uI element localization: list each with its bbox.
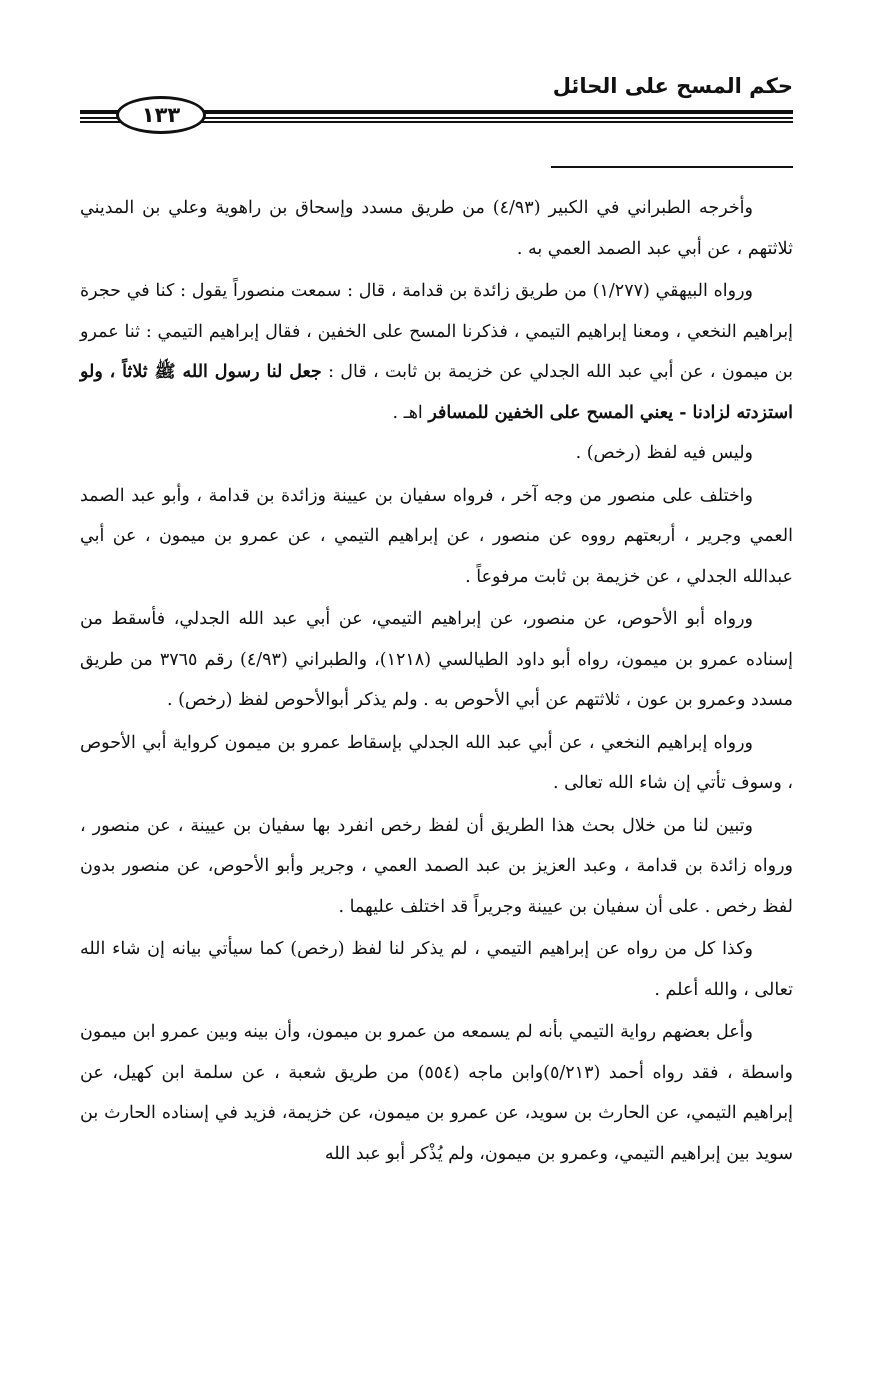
body-text: [80, 188, 793, 1174]
paragraph-3: وليس فيه لفظ (رخص) .: [575, 443, 753, 463]
header-rule: [80, 103, 793, 127]
paragraph-4: واختلف على منصور من وجه آخر ، فرواه سفيان بن عيينة وزائدة بن قدامة ، وأبو عبد الصمد العمي وجرير ، أربعتهم رووه عن منصور ، عن إبراهيم التيمي ، عن عمرو بن ميمون ، عن أبي عبدالله الجدلي ، عن خزيمة بن ثابت مرفوعاً .: [80, 485, 793, 587]
paragraph-6: ورواه إبراهيم النخعي ، عن أبي عبد الله الجدلي بإسقاط عمرو بن ميمون كرواية أبي الأحوص ، وسوف تأتي إن شاء الله تعالى .: [80, 732, 793, 793]
running-title: حكم المسح على الحائل: [552, 74, 793, 98]
paragraph-2: [80, 271, 793, 433]
hadith-quote: جعل لنا رسول الله ﷺ ثلاثاً ، ولو استزدته لزادنا - يعني المسح على الخفين للمسافر: [80, 362, 793, 423]
paragraph-2-lead: ورواه البيهقي (١/٢٧٧) من طريق زائدة بن قدامة ، قال : سمعت منصوراً يقول : كنا في حجرة إبراهيم النخعي ، ومعنا إبراهيم التيمي ، فذكرنا المسح على الخفين ، فقال إبراهيم التيمي : ثنا عمرو بن ميمون ، عن أبي عبد الله الجدلي عن خزيمة بن ثابت ، قال :: [80, 281, 793, 382]
paragraph-1: وأخرجه الطبراني في الكبير (٤/٩٣) من طريق مسدد وإسحاق بن راهوية وعلي بن المديني ثلاثتهم ، عن أبي عبد الصمد العمي به .: [80, 198, 793, 259]
paragraph-7: وتبين لنا من خلال بحث هذا الطريق أن لفظ رخص انفرد بها سفيان بن عيينة ، عن منصور ، ورواه زائدة بن قدامة ، وعبد العزيز بن عبد الصمد العمي ، وجرير وأبو الأحوص، عن منصور بدون لفظ رخص . على أن سفيان بن عيينة وجريراً قد اختلف عليهما .: [80, 815, 793, 917]
page-number: ١٣٣: [116, 96, 206, 134]
paragraph-8: وكذا كل من رواه عن إبراهيم التيمي ، لم يذكر لنا لفظ (رخص) كما سيأتي بيانه إن شاء الله تعالى ، والله أعلم .: [80, 939, 793, 1000]
page-header: [80, 72, 793, 142]
paragraph-9: وأعل بعضهم رواية التيمي بأنه لم يسمعه من عمرو بن ميمون، وأن بينه وبين عمرو ابن ميمون واسطة ، فقد رواه أحمد (٥/٢١٣)وابن ماجه (٥٥٤) من طريق شعبة ، عن سلمة ابن كهيل، عن إبراهيم التيمي، عن الحارث بن سويد، عن عمرو بن ميمون، عن خزيمة، فزيد في إسناده الحارث بن سويد بين إبراهيم التيمي، وعمرو بن ميمون، ولم يُذْكر أبو عبد الله: [80, 1022, 793, 1164]
paragraph-5: ورواه أبو الأحوص، عن منصور، عن إبراهيم التيمي، عن أبي عبد الله الجدلي، فأسقط من إسناده عمرو بن ميمون، رواه أبو داود الطيالسي (١٢١٨)، والطبراني (٤/٩٣) رقم ٣٧٦٥ من طريق مسدد وعمرو بن عون ، ثلاثتهم عن أبي الأحوص به . ولم يذكر أبوالأحوص لفظ (رخص) .: [80, 609, 793, 710]
section-rule: [551, 166, 793, 168]
paragraph-2-tail: اهـ .: [392, 402, 429, 423]
